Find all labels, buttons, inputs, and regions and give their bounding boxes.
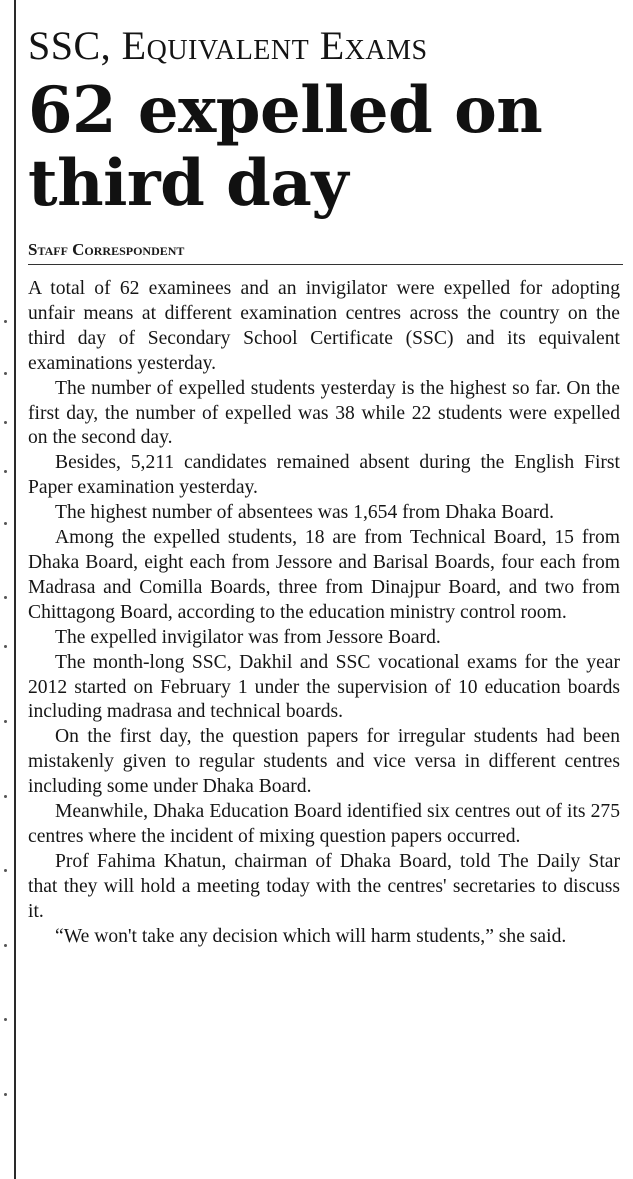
edge-mark [4,645,7,648]
byline-divider [28,264,623,265]
edge-mark [4,869,7,872]
article-paragraph: The month-long SSC, Dakhil and SSC vocational exams for the year 2012 started on February 1 under the supervision of 10 education boards including madrasa and technical boards. [28,651,620,723]
article-paragraph: On the first day, the question papers for irregular students had been mistakenly given to regular students and vice versa in different centres including some under Dhaka Board. [28,726,620,798]
edge-mark [4,522,7,525]
article-paragraph: The highest number of absentees was 1,654 from Dhaka Board. [55,502,554,524]
article-paragraph: Prof Fahima Khatun, chairman of Dhaka Board, told The Daily Star that they will hold a meeting today with the centres' secretaries to discuss it. [28,850,620,922]
article-paragraph: Meanwhile, Dhaka Education Board identified six centres out of its 275 centres where the incident of mixing question papers occurred. [28,801,620,847]
article-headline: 62 expelled on third day [28,73,543,221]
article-paragraph: “We won't take any decision which will harm students,” she said. [55,925,567,947]
edge-mark [4,944,7,947]
edge-mark [4,320,7,323]
edge-mark [4,470,7,473]
column-rule [14,0,16,1179]
article-paragraph: The expelled invigilator was from Jessore Board. [55,626,441,648]
edge-mark [4,1018,7,1021]
edge-mark [4,372,7,375]
edge-mark [4,1093,7,1096]
edge-mark [4,720,7,723]
news-article [28,22,620,949]
article-byline: Staff Correspondent [28,240,185,259]
article-paragraph: Among the expelled students, 18 are from Technical Board, 15 from Dhaka Board, eight each from Jessore and Barisal Boards, four each from Madrasa and Comilla Boards, three from Dinajpur Board, and two from Chittagong Board, according to the education ministry control room. [28,527,620,623]
article-body [28,277,620,949]
edge-mark [4,596,7,599]
article-paragraph: A total of 62 examinees and an invigilator were expelled for adopting unfair means at different examination centres across the country on the third day of Secondary School Certificate (SSC) and its equivalent examinations yesterday. [28,278,620,374]
article-kicker: SSC, Equivalent Exams [28,23,428,68]
edge-mark [4,795,7,798]
article-paragraph: Besides, 5,211 candidates remained absent during the English First Paper examination yesterday. [28,452,620,499]
article-paragraph: The number of expelled students yesterday is the highest so far. On the first day, the number of expelled was 38 while 22 students were expelled on the second day. [28,377,620,449]
edge-mark [4,421,7,424]
